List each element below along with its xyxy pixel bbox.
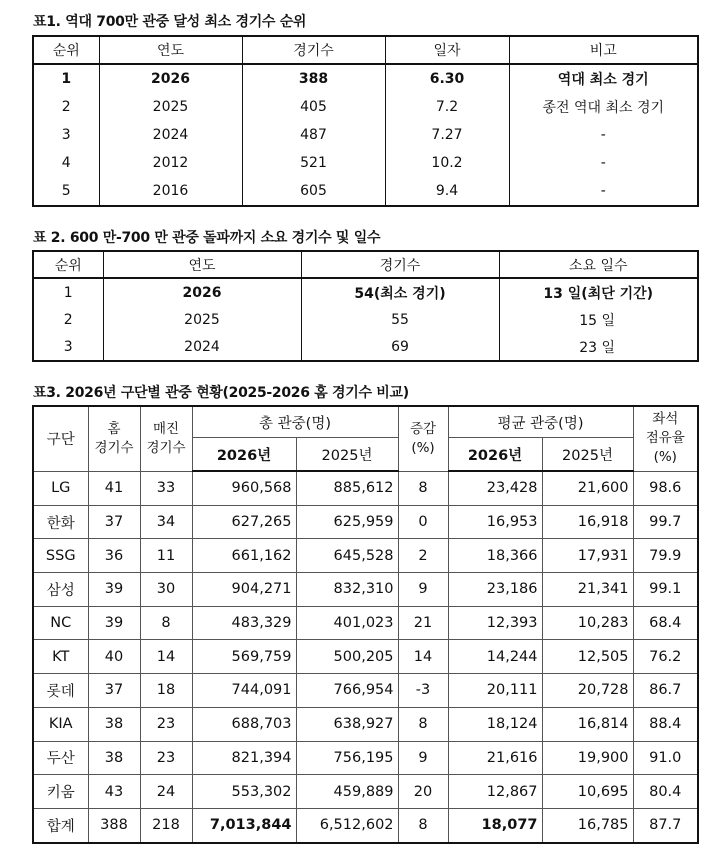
table-row [33, 606, 698, 640]
team-cell: NC [33, 606, 88, 640]
note-cell: 종전 역대 최소 경기 [509, 93, 698, 121]
occupancy-cell: 91.0 [633, 741, 698, 775]
table-row [33, 707, 698, 741]
600k-700k-table [32, 250, 699, 362]
year-cell: 2026 [99, 64, 242, 93]
total-2026-cell: 627,265 [192, 505, 296, 539]
header-home-games [88, 406, 140, 471]
home-games-cell: 40 [88, 640, 140, 674]
table-row [33, 278, 698, 306]
table-row [33, 775, 698, 809]
sellout-cell: 34 [140, 505, 192, 539]
sellout-cell: 11 [140, 539, 192, 573]
average-2025-cell: 10,283 [542, 606, 633, 640]
rank-cell: 1 [61, 71, 72, 87]
team-cell: 합계 [33, 808, 88, 842]
change-cell: 20 [398, 775, 448, 809]
team-rows [33, 471, 698, 843]
table-row [33, 674, 698, 708]
team-cell: KT [33, 640, 88, 674]
average-2026-cell: 14,244 [448, 640, 542, 674]
header-games: 경기수 [242, 36, 385, 64]
total-2025-cell: 459,889 [296, 775, 398, 809]
team-cell: LG [33, 471, 88, 505]
total-2025-cell: 500,205 [296, 640, 398, 674]
header-note: 비고 [509, 36, 698, 64]
rank-cell: 1 [63, 284, 73, 301]
date-cell: 10.2 [385, 149, 509, 177]
average-2026-cell: 12,393 [448, 606, 542, 640]
record-700k-table [32, 35, 699, 207]
total-2025-cell: 885,612 [296, 471, 398, 505]
sellout-cell: 8 [140, 606, 192, 640]
header-occupancy-line3: (%) [653, 449, 677, 466]
home-games-cell: 41 [88, 471, 140, 505]
occupancy-cell: 88.4 [633, 707, 698, 741]
total-2025-cell: 6,512,602 [296, 808, 398, 842]
occupancy-cell: 80.4 [633, 775, 698, 809]
table-row [33, 640, 698, 674]
games-cell: 69 [301, 333, 499, 361]
change-cell: -3 [398, 674, 448, 708]
home-games-cell: 36 [88, 539, 140, 573]
total-2026-cell: 661,162 [192, 539, 296, 573]
home-games-cell: 38 [88, 741, 140, 775]
header-total-attendance: 총 관중(명) [192, 406, 398, 438]
total-2026-cell: 7,013,844 [192, 808, 296, 842]
average-2026-cell: 23,428 [448, 471, 542, 505]
table-row [33, 741, 698, 775]
home-games-cell: 388 [88, 808, 140, 842]
average-2026-cell: 23,186 [448, 573, 542, 607]
table-row [33, 573, 698, 607]
games-cell: 55 [301, 306, 499, 333]
average-2026-cell: 18,077 [448, 808, 542, 842]
change-cell: 14 [398, 640, 448, 674]
occupancy-cell: 68.4 [633, 606, 698, 640]
header-sellout-line1: 매진 [152, 420, 180, 437]
header-team: 구단 [33, 406, 88, 471]
table-row [33, 121, 698, 149]
note-cell: - [509, 177, 698, 206]
year-cell: 2016 [99, 177, 242, 206]
header-average-2026: 2026년 [448, 438, 542, 472]
table-row [33, 505, 698, 539]
year-cell: 2025 [103, 306, 301, 333]
total-2025-cell: 756,195 [296, 741, 398, 775]
home-games-cell: 38 [88, 707, 140, 741]
team-attendance-table [32, 405, 699, 844]
table-header-row [33, 36, 698, 64]
occupancy-cell: 99.7 [633, 505, 698, 539]
change-cell: 21 [398, 606, 448, 640]
date-cell: 9.4 [385, 177, 509, 206]
note-cell: - [509, 121, 698, 149]
average-2026-cell: 18,124 [448, 707, 542, 741]
total-2025-cell: 766,954 [296, 674, 398, 708]
team-cell: KIA [33, 707, 88, 741]
header-occupancy-line2: 점유율 [645, 430, 685, 447]
sellout-cell: 23 [140, 707, 192, 741]
change-cell: 8 [398, 707, 448, 741]
average-2026-cell: 12,867 [448, 775, 542, 809]
header-games: 경기수 [301, 251, 499, 278]
total-2025-cell: 401,023 [296, 606, 398, 640]
year-cell: 2024 [99, 121, 242, 149]
occupancy-cell: 98.6 [633, 471, 698, 505]
total-2026-cell: 688,703 [192, 707, 296, 741]
games-cell: 405 [242, 93, 385, 121]
rank-cell: 3 [63, 338, 73, 355]
rank-cell: 4 [61, 155, 71, 171]
average-2025-cell: 21,600 [542, 471, 633, 505]
occupancy-cell: 99.1 [633, 573, 698, 607]
date-cell: 6.30 [385, 64, 509, 93]
sellout-cell: 18 [140, 674, 192, 708]
header-date: 일자 [385, 36, 509, 64]
total-2026-cell: 821,394 [192, 741, 296, 775]
header-sellout-line2: 경기수 [146, 439, 186, 456]
table-row [33, 93, 698, 121]
games-cell: 605 [242, 177, 385, 206]
header-home-games-line2: 경기수 [94, 439, 134, 456]
team-cell: SSG [33, 539, 88, 573]
average-2026-cell: 20,111 [448, 674, 542, 708]
total-2026-cell: 553,302 [192, 775, 296, 809]
header-year: 연도 [103, 251, 301, 278]
year-cell: 2024 [103, 333, 301, 361]
team-cell: 삼성 [33, 573, 88, 607]
sellout-cell: 14 [140, 640, 192, 674]
header-average-2025: 2025년 [542, 438, 633, 472]
total-2026-cell: 744,091 [192, 674, 296, 708]
note-cell: - [509, 149, 698, 177]
change-cell: 8 [398, 808, 448, 842]
header-change-line1: 증감 [409, 420, 437, 437]
table3-caption: 표3. 2026년 구단별 관중 현황(2025-2026 홈 경기수 비교) [33, 385, 409, 401]
days-cell: 23 일 [499, 333, 698, 361]
note-cell: 역대 최소 경기 [509, 64, 698, 93]
occupancy-cell: 79.9 [633, 539, 698, 573]
total-2026-cell: 960,568 [192, 471, 296, 505]
header-average-attendance: 평균 관중(명) [448, 406, 633, 438]
change-cell: 9 [398, 741, 448, 775]
average-2025-cell: 17,931 [542, 539, 633, 573]
days-cell: 15 일 [499, 306, 698, 333]
table1-caption: 표1. 역대 700만 관중 달성 최소 경기수 순위 [33, 14, 307, 30]
table-row [33, 64, 698, 93]
table-row [33, 471, 698, 505]
table2-caption: 표 2. 600 만-700 만 관중 돌파까지 소요 경기수 및 일수 [33, 230, 381, 246]
occupancy-cell: 87.7 [633, 808, 698, 842]
table-row [33, 177, 698, 206]
occupancy-cell: 76.2 [633, 640, 698, 674]
average-2026-cell: 16,953 [448, 505, 542, 539]
sellout-cell: 30 [140, 573, 192, 607]
change-cell: 2 [398, 539, 448, 573]
table-header-row [33, 251, 698, 278]
home-games-cell: 39 [88, 606, 140, 640]
average-2025-cell: 21,341 [542, 573, 633, 607]
average-2025-cell: 16,785 [542, 808, 633, 842]
header-rank: 순위 [33, 251, 103, 278]
home-games-cell: 37 [88, 505, 140, 539]
sellout-cell: 218 [140, 808, 192, 842]
average-2025-cell: 16,918 [542, 505, 633, 539]
rank-cell: 5 [61, 183, 71, 199]
table-row [33, 306, 698, 333]
average-2025-cell: 16,814 [542, 707, 633, 741]
header-days: 소요 일수 [499, 251, 698, 278]
team-cell: 롯데 [33, 674, 88, 708]
team-cell: 키움 [33, 775, 88, 809]
average-2026-cell: 21,616 [448, 741, 542, 775]
team-cell: 두산 [33, 741, 88, 775]
average-2025-cell: 10,695 [542, 775, 633, 809]
total-2025-cell: 645,528 [296, 539, 398, 573]
table-row [33, 539, 698, 573]
rank-cell: 3 [61, 127, 71, 143]
year-cell: 2025 [99, 93, 242, 121]
header-year: 연도 [99, 36, 242, 64]
occupancy-cell: 86.7 [633, 674, 698, 708]
total-2025-cell: 832,310 [296, 573, 398, 607]
header-change-line2: (%) [411, 439, 435, 456]
header-occupancy [633, 406, 698, 471]
average-2025-cell: 12,505 [542, 640, 633, 674]
home-games-cell: 43 [88, 775, 140, 809]
total-2025-cell: 625,959 [296, 505, 398, 539]
header-sellout-games [140, 406, 192, 471]
header-home-games-line1: 홈 [107, 420, 121, 437]
total-2026-cell: 483,329 [192, 606, 296, 640]
table-row [33, 333, 698, 361]
header-change [398, 406, 448, 471]
date-cell: 7.27 [385, 121, 509, 149]
games-cell: 388 [242, 64, 385, 93]
table-header-row [33, 406, 698, 438]
rank-cell: 2 [61, 99, 71, 115]
change-cell: 8 [398, 471, 448, 505]
date-cell: 7.2 [385, 93, 509, 121]
games-cell: 54(최소 경기) [301, 278, 499, 306]
sellout-cell: 23 [140, 741, 192, 775]
average-2026-cell: 18,366 [448, 539, 542, 573]
header-rank: 순위 [33, 36, 99, 64]
header-occupancy-line1: 좌석 [652, 411, 679, 428]
change-cell: 0 [398, 505, 448, 539]
change-cell: 9 [398, 573, 448, 607]
games-cell: 487 [242, 121, 385, 149]
total-2026-cell: 904,271 [192, 573, 296, 607]
total-row [33, 808, 698, 842]
sellout-cell: 24 [140, 775, 192, 809]
total-2026-cell: 569,759 [192, 640, 296, 674]
rank-cell: 2 [63, 311, 73, 328]
games-cell: 521 [242, 149, 385, 177]
team-cell: 한화 [33, 505, 88, 539]
home-games-cell: 37 [88, 674, 140, 708]
total-2025-cell: 638,927 [296, 707, 398, 741]
year-cell: 2012 [99, 149, 242, 177]
table-row [33, 149, 698, 177]
home-games-cell: 39 [88, 573, 140, 607]
average-2025-cell: 20,728 [542, 674, 633, 708]
days-cell: 13 일(최단 기간) [499, 278, 698, 306]
header-total-2025: 2025년 [296, 438, 398, 472]
year-cell: 2026 [103, 278, 301, 306]
header-total-2026: 2026년 [192, 438, 296, 472]
average-2025-cell: 19,900 [542, 741, 633, 775]
sellout-cell: 33 [140, 471, 192, 505]
